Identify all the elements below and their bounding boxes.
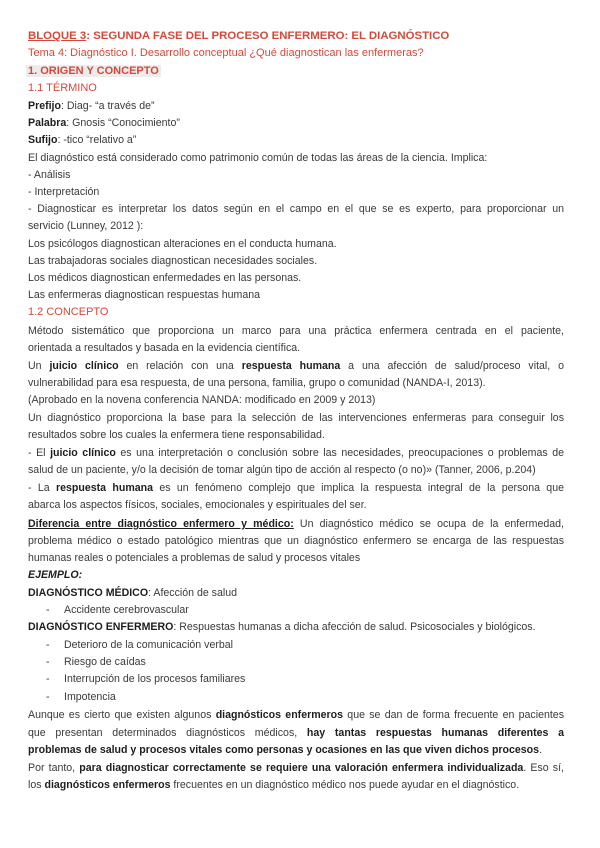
list-item: - Interpretación — [28, 186, 100, 198]
profession-line: Las enfermeras diagnostican respuestas humana — [28, 289, 261, 301]
diferencia-paragraph-cont: problema médico o estado patológico mientras que un diagnóstico enfermero se encarga de las respuestas — [28, 535, 564, 547]
diagnosticar-paragraph-cont: servicio (Lunney, 2012 ): — [28, 220, 144, 232]
vulnerabilidad-line: vulnerabilidad para esa respuesta, de una persona, familia, grupo o comunidad (NANDA-I, 2013). — [28, 377, 486, 389]
topic-title: Tema 4: Diagnóstico I. Desarrollo conceptual ¿Qué diagnostican las enfermeras? — [28, 47, 424, 59]
portanto-paragraph-cont: los diagnósticos enfermeros frecuentes en un diagnóstico médico nos puede ayudar en el diagnóstico. — [28, 779, 520, 791]
aunque-paragraph: Aunque es cierto que existen algunos diagnósticos enfermeros que se dan de forma frecuente en pacientes — [28, 709, 564, 721]
base-paragraph: Un diagnóstico proporciona la base para la selección de las intervenciones enfermeras para conseguir los — [28, 412, 564, 424]
ejemplo-label: EJEMPLO: — [28, 569, 83, 581]
prefijo-line: Prefijo: Diag- “a través de” — [28, 100, 155, 112]
list-item: - Deterioro de la comunicación verbal — [46, 639, 233, 651]
metodo-paragraph-cont: orientada a resultados y basada en la evidencia científica. — [28, 342, 301, 354]
aprobado-line: (Aprobado en la novena conferencia NANDA: modificado en 2009 y 2013) — [28, 394, 376, 406]
sufijo-line: Sufijo: -tico “relativo a” — [28, 134, 137, 146]
list-item: - Riesgo de caídas — [46, 656, 146, 668]
respuesta-definition: - La respuesta humana es un fenómeno complejo que implica la respuesta integral de la persona que — [28, 482, 564, 494]
dx-enfermero-line: DIAGNÓSTICO ENFERMERO: Respuestas humanas a dicha afección de salud. Psicosociales y biológicos. — [28, 621, 536, 633]
diferencia-paragraph-end: humanas reales o potenciales a problemas de salud y procesos vitales — [28, 552, 361, 564]
block-title: BLOQUE 3: SEGUNDA FASE DEL PROCESO ENFERMERO: EL DIAGNÓSTICO — [28, 30, 450, 42]
list-item: - Interrupción de los procesos familiares — [46, 673, 246, 685]
aunque-paragraph-cont: que presentan determinados diagnósticos médicos, hay tantas respuestas humanas diferentes a — [28, 727, 564, 739]
aunque-paragraph-end: problemas de salud y procesos vitales como personas y ocasiones en las que viven dichos procesos. — [28, 744, 543, 756]
section-heading: 1. ORIGEN Y CONCEPTO — [28, 65, 159, 77]
metodo-paragraph: Método sistemático que proporciona un marco para una práctica enfermera centrada en el paciente, — [28, 325, 564, 337]
dx-medico-line: DIAGNÓSTICO MÉDICO: Afección de salud — [28, 587, 238, 599]
intro-paragraph: El diagnóstico está considerado como patrimonio común de todas las áreas de la ciencia. Implica: — [28, 152, 488, 164]
subsection-heading-concepto: 1.2 CONCEPTO — [28, 306, 109, 318]
diagnosticar-paragraph: - Diagnosticar es interpretar los datos según en el campo en el que se es experto, para proporcionar un — [28, 203, 564, 215]
list-item: - Análisis — [28, 169, 71, 181]
diferencia-paragraph: Diferencia entre diagnóstico enfermero y médico: Un diagnóstico médico se ocupa de la enfermedad, — [28, 518, 564, 530]
profession-line: Los psicólogos diagnostican alteraciones en el conducta humana. — [28, 238, 337, 250]
juicio-paragraph: Un juicio clínico en relación con una respuesta humana a una afección de salud/proceso vital, o — [28, 360, 564, 372]
profession-line: Las trabajadoras sociales diagnostican necesidades sociales. — [28, 255, 318, 267]
juicio-definition: - El juicio clínico es una interpretación o conclusión sobre las necesidades, preocupaciones o problemas de — [28, 447, 564, 459]
palabra-line: Palabra: Gnosis “Conocimiento” — [28, 117, 180, 129]
base-paragraph-cont: resultados sobre los cuales la enfermera tiene responsabilidad. — [28, 429, 325, 441]
profession-line: Los médicos diagnostican enfermedades en las personas. — [28, 272, 302, 284]
respuesta-definition-cont: abarca los aspectos físicos, sociales, emocionales y espirituales del ser. — [28, 499, 367, 511]
portanto-paragraph: Por tanto, para diagnosticar correctamente se requiere una valoración enfermera individualizada. Eso sí, — [28, 762, 564, 774]
juicio-definition-cont: salud de un paciente, y/o la decisión de tomar algún tipo de acción al respecto (o no)» (Tanner, 2006, p.204) — [28, 464, 536, 476]
list-item: - Impotencia — [46, 691, 116, 703]
subsection-heading-termino: 1.1 TÉRMINO — [28, 82, 97, 94]
list-item: - Accidente cerebrovascular — [46, 604, 189, 616]
